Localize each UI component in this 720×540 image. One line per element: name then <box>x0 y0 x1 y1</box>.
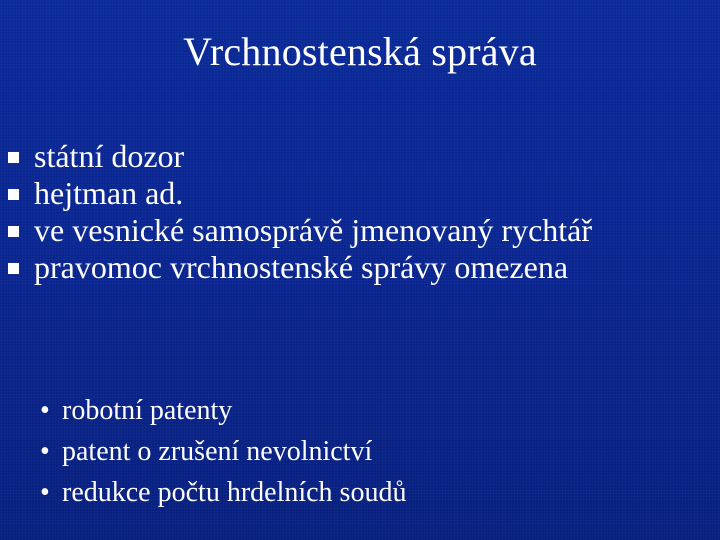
bullet-item <box>8 138 713 175</box>
square-bullet-icon <box>8 189 19 200</box>
subbullet-item <box>40 390 406 431</box>
slide-title: Vrchnostenská správa <box>183 29 537 74</box>
bullet-text: pravomoc vrchnostenské správy omezena <box>34 249 569 285</box>
subbullet-item <box>40 472 406 513</box>
dot-bullet-icon: • <box>40 395 50 426</box>
subbullet-text: patent o zrušení nevolnictví <box>62 436 373 467</box>
square-bullet-icon <box>8 263 19 274</box>
subbullet-list <box>40 390 406 513</box>
bullet-item <box>8 212 634 249</box>
subbullet-text: robotní patenty <box>62 395 233 426</box>
dot-bullet-icon: • <box>40 436 50 467</box>
bullet-text: hejtman ad. <box>34 175 184 211</box>
bullet-list <box>8 138 713 286</box>
bullet-text: státní dozor <box>34 138 185 174</box>
subbullet-text: redukce počtu hrdelních soudů <box>62 477 407 508</box>
bullet-item <box>8 175 713 212</box>
bullet-text: ve vesnické samosprávě jmenovaný rychtář <box>34 212 593 248</box>
bullet-item <box>8 249 713 286</box>
square-bullet-icon <box>8 152 19 163</box>
square-bullet-icon <box>8 226 19 237</box>
subbullet-item <box>40 431 406 472</box>
dot-bullet-icon: • <box>40 477 50 508</box>
